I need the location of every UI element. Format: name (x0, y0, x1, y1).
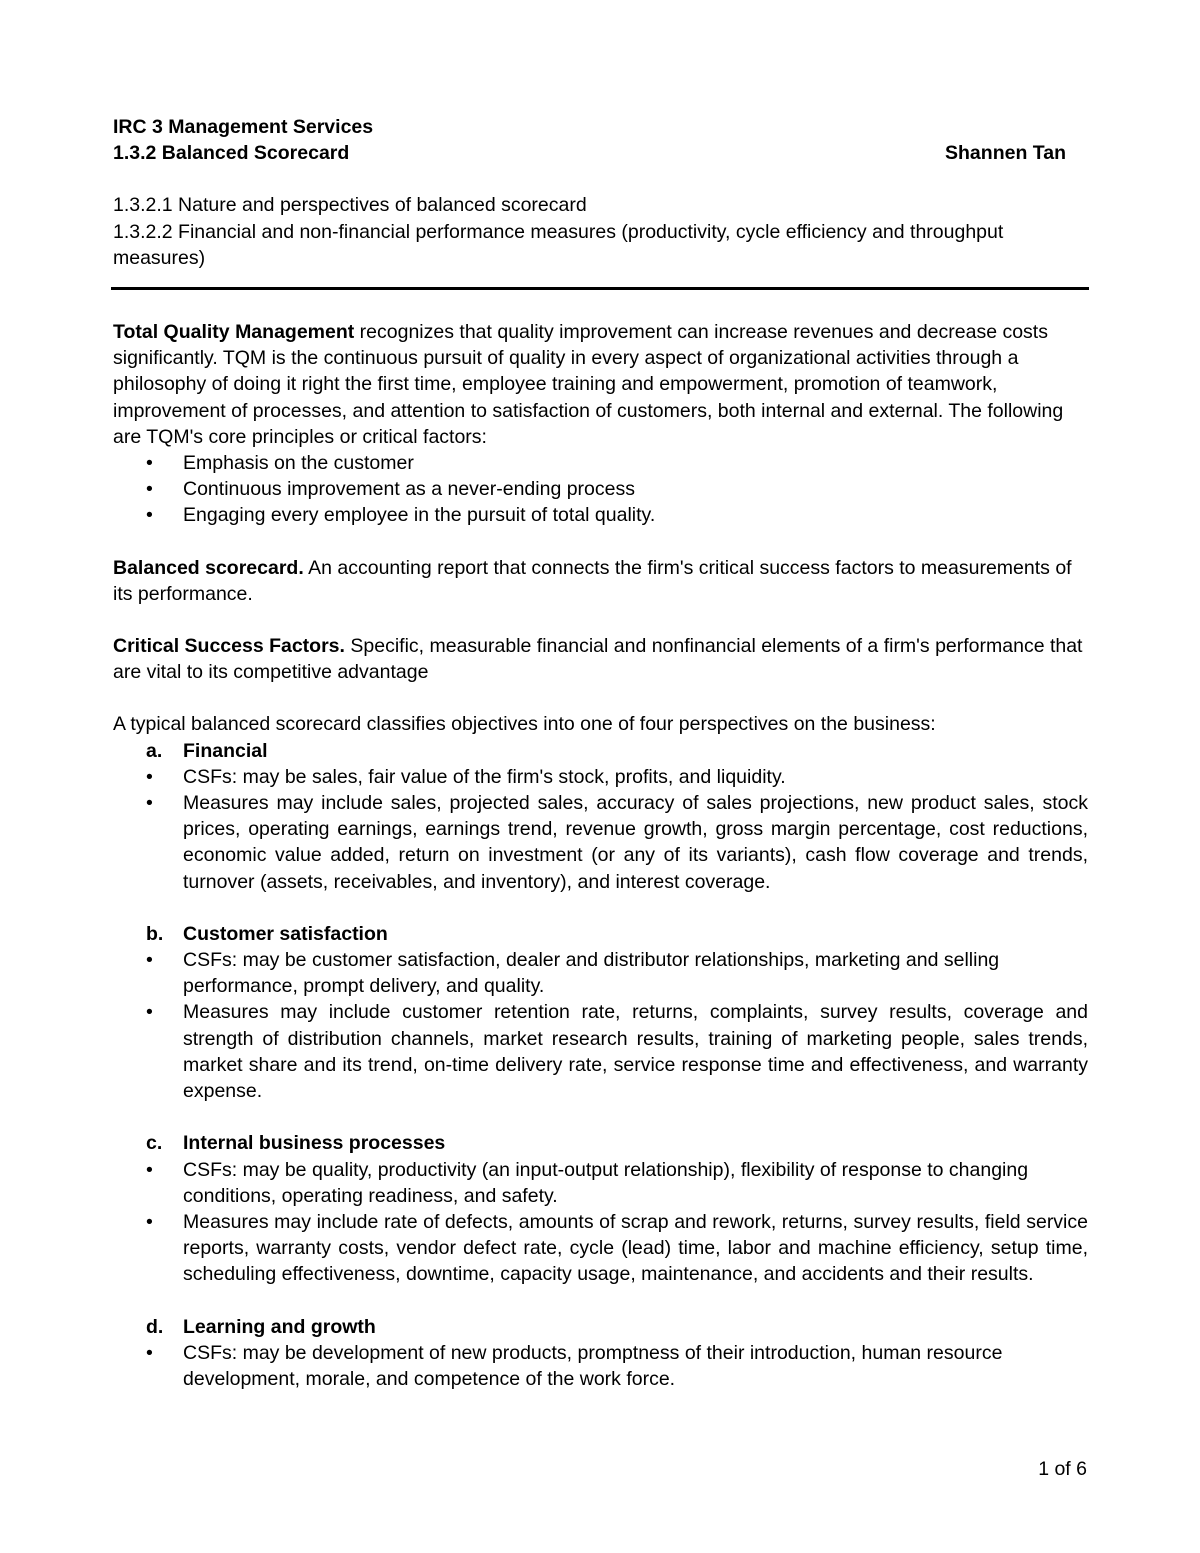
list-item: • CSFs: may be sales, fair value of the firm's stock, profits, and liquidity. (113, 764, 1088, 790)
csf-text: Specific, measurable financial and nonfinancial elements of a firm's performance that are vital to its competitive advantage (113, 635, 1083, 684)
topic-row (113, 140, 1088, 166)
tqm-term: Total Quality Management (113, 321, 355, 344)
perspective-letter: b. (146, 922, 164, 945)
perspective-letter: d. (146, 1315, 164, 1338)
bsc-term: Balanced scorecard. (113, 556, 304, 579)
author-name: Shannen Tan (945, 142, 1066, 165)
perspective-heading-financial (113, 738, 1088, 764)
perspective-title: Internal business processes (183, 1132, 446, 1155)
list-item: • CSFs: may be quality, productivity (an input-output relationship), flexibility of response to changing conditions, operating readiness, and safety. (113, 1157, 1088, 1209)
list-item: • CSFs: may be development of new products, promptness of their introduction, human resource development, morale, and competence of the work force. (113, 1340, 1088, 1392)
course-title: IRC 3 Management Services (113, 116, 374, 138)
perspective-title: Customer satisfaction (183, 922, 388, 945)
page-content (113, 114, 1088, 1392)
bsc-text: An accounting report that connects the firm's critical success factors to measurements of its performance. (113, 556, 1072, 605)
csf-paragraph (113, 633, 1088, 685)
perspectives-intro: A typical balanced scorecard classifies objectives into one of four perspectives on the business: (113, 713, 936, 736)
list-item: • Continuous improvement as a never-ending process (113, 476, 1088, 502)
perspective-letter: c. (146, 1132, 163, 1155)
horizontal-divider (111, 287, 1089, 290)
outline-item-1: 1.3.2.1 Nature and perspectives of balanced scorecard (113, 194, 587, 217)
perspective-letter: a. (146, 739, 163, 762)
bsc-paragraph (113, 555, 1088, 607)
topic-title: 1.3.2 Balanced Scorecard (113, 142, 350, 165)
list-item: • Measures may include sales, projected sales, accuracy of sales projections, new product sales, stock prices, operating earnings, earnings trend, revenue growth, gross margin percentage, cost reductions, economic value added, return on investment (or any of its variants), cash flow coverage and trends, turnover (assets, receivables, and inventory), and interest coverage. (113, 790, 1088, 895)
list-item: • CSFs: may be customer satisfaction, dealer and distributor relationships, marketing and selling performance, prompt delivery, and quality. (113, 947, 1088, 999)
perspective-list-customer (113, 947, 1088, 1104)
page-number: 1 of 6 (1038, 1458, 1087, 1480)
tqm-principles-list (113, 450, 1088, 529)
csf-term: Critical Success Factors. (113, 635, 345, 658)
perspective-heading-learning (113, 1314, 1088, 1340)
list-item: • Measures may include customer retention rate, returns, complaints, survey results, coverage and strength of distribution channels, market research results, training of marketing people, sales trends, market share and its trend, on-time delivery rate, service response time and effectiveness, and warranty expense. (113, 999, 1088, 1104)
perspective-heading-internal (113, 1130, 1088, 1156)
perspective-list-internal (113, 1157, 1088, 1288)
perspective-list-learning (113, 1340, 1088, 1392)
list-item: • Emphasis on the customer (113, 450, 1088, 476)
perspective-title: Learning and growth (183, 1315, 376, 1338)
tqm-paragraph (113, 319, 1088, 450)
list-item: • Engaging every employee in the pursuit of total quality. (113, 502, 1088, 528)
outline-item-2: 1.3.2.2 Financial and non-financial performance measures (productivity, cycle efficiency and throughput measures) (113, 220, 1004, 269)
tqm-text: recognizes that quality improvement can increase revenues and decrease costs significantly. TQM is the continuous pursuit of quality in every aspect of organizational activities through a philosophy of doing it right the first time, employee training and empowerment, promotion of teamwork, improvement of processes, and attention to satisfaction of customers, both internal and external. The following are TQM's core principles or critical factors: (113, 321, 1064, 448)
list-item: • Measures may include rate of defects, amounts of scrap and rework, returns, survey results, field service reports, warranty costs, vendor defect rate, cycle (lead) time, labor and machine efficiency, setup time, scheduling effectiveness, downtime, capacity usage, maintenance, and accidents and their results. (113, 1209, 1088, 1288)
perspective-heading-customer (113, 921, 1088, 947)
perspective-title: Financial (183, 739, 268, 762)
perspective-list-financial (113, 764, 1088, 895)
